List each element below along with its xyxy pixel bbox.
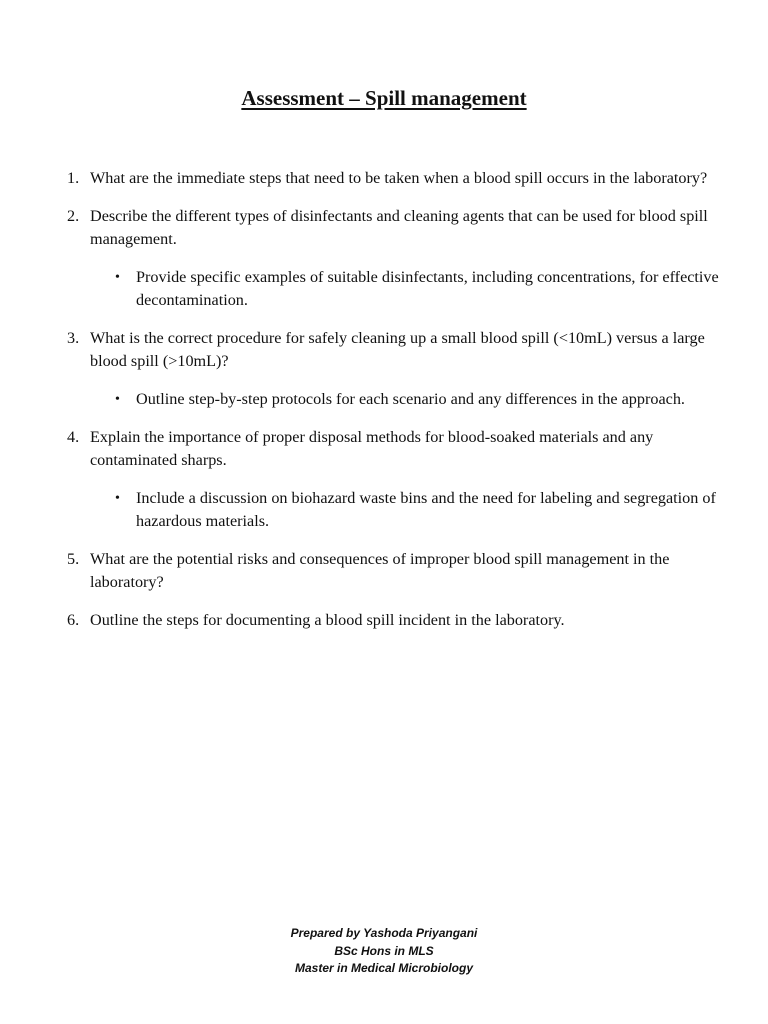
sub-point [90, 266, 727, 312]
bullet-icon: • [115, 392, 120, 407]
page-title: Assessment – Spill management [241, 86, 527, 110]
footer-masters: Master in Medical Microbiology [294, 961, 474, 975]
sub-point [90, 388, 727, 411]
question-list [67, 167, 727, 647]
footer-author: Prepared by Yashoda Priyangani [290, 926, 478, 940]
sub-point [90, 487, 727, 533]
question-item [67, 167, 727, 190]
sub-point-text: Outline step-by-step protocols for each scenario and any differences in the approach. [136, 390, 685, 408]
bullet-icon: • [115, 270, 120, 285]
author-footer [0, 925, 768, 978]
question-text: Explain the importance of proper disposal methods for blood-soaked materials and any contaminated sharps. [90, 428, 654, 469]
question-text: What is the correct procedure for safely cleaning up a small blood spill (<10mL) versus a large blood spill (>10mL)? [90, 329, 705, 370]
question-text: What are the potential risks and consequences of improper blood spill management in the laboratory? [90, 550, 670, 591]
question-item [67, 609, 727, 632]
question-number: 4. [67, 428, 80, 446]
question-item [67, 426, 727, 533]
question-item [67, 548, 727, 594]
question-text: Outline the steps for documenting a blood spill incident in the laboratory. [90, 611, 565, 629]
question-item [67, 205, 727, 312]
sub-point-text: Include a discussion on biohazard waste bins and the need for labeling and segregation of hazardous materials. [136, 489, 716, 530]
question-number: 6. [67, 611, 80, 629]
question-number: 1. [67, 169, 80, 187]
question-item [67, 327, 727, 411]
question-text: What are the immediate steps that need to be taken when a blood spill occurs in the laboratory? [90, 169, 708, 187]
sub-point-text: Provide specific examples of suitable disinfectants, including concentrations, for effective decontamination. [136, 268, 719, 309]
sub-point-list [90, 266, 727, 312]
question-number: 3. [67, 329, 80, 347]
sub-point-list [90, 388, 727, 411]
footer-degree: BSc Hons in MLS [334, 943, 434, 958]
sub-point-list [90, 487, 727, 533]
bullet-icon: • [115, 491, 120, 506]
question-text: Describe the different types of disinfectants and cleaning agents that can be used for blood spill management. [90, 207, 708, 248]
question-number: 2. [67, 207, 80, 225]
question-number: 5. [67, 550, 80, 568]
